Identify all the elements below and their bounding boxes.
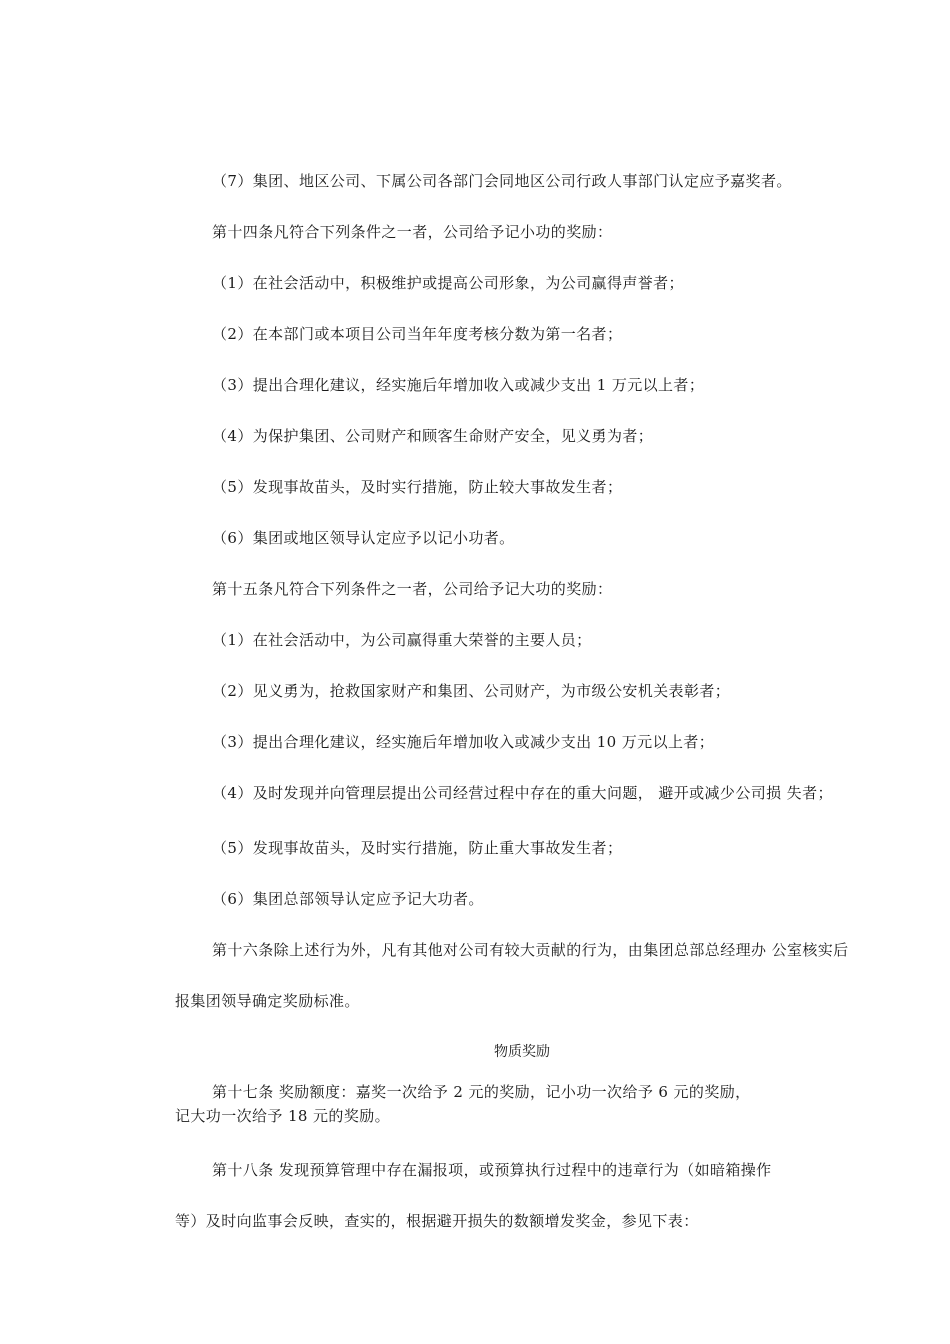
article-17-text-continued: 记大功一次给予 18 元的奖励。 (175, 1107, 391, 1125)
article-15-item-2: （2）见义勇为，抢救国家财产和集团、公司财产，为市级公安机关表彰者； (212, 682, 731, 700)
section-heading-material-rewards: 物质奖励 (494, 1044, 550, 1060)
paragraph-item-7-commendation: （7）集团、地区公司、下属公司各部门会同地区公司行政人事部门认定应予嘉奖者。 (212, 172, 792, 190)
article-14-heading: 第十四条凡符合下列条件之一者，公司给予记小功的奖励： (212, 223, 613, 241)
article-16-text-continued: 报集团领导确定奖励标准。 (175, 992, 360, 1010)
article-17-text: 第十七条 奖励额度：嘉奖一次给予 2 元的奖励，记小功一次给予 6 元的奖励， (212, 1083, 751, 1101)
article-14-item-1: （1）在社会活动中，积极维护或提高公司形象，为公司赢得声誉者； (212, 274, 684, 292)
article-15-heading: 第十五条凡符合下列条件之一者，公司给予记大功的奖励： (212, 580, 613, 598)
article-14-item-4: （4）为保护集团、公司财产和顾客生命财产安全，见义勇为者； (212, 427, 654, 445)
article-14-item-6: （6）集团或地区领导认定应予以记小功者。 (212, 529, 515, 547)
article-15-item-4: （4）及时发现并向管理层提出公司经营过程中存在的重大问题， 避开或减少公司损 失者； (212, 784, 833, 802)
article-18-text: 第十八条 发现预算管理中存在漏报项，或预算执行过程中的违章行为（如暗箱操作 (212, 1161, 772, 1179)
article-14-item-3: （3）提出合理化建议，经实施后年增加收入或减少支出 1 万元以上者； (212, 376, 705, 394)
article-15-item-6: （6）集团总部领导认定应予记大功者。 (212, 890, 484, 908)
article-15-item-1: （1）在社会活动中，为公司赢得重大荣誉的主要人员； (212, 631, 592, 649)
article-14-item-2: （2）在本部门或本项目公司当年年度考核分数为第一名者； (212, 325, 623, 343)
article-18-text-continued: 等）及时向监事会反映，查实的，根据避开损失的数额增发奖金，参见下表： (175, 1212, 699, 1230)
article-14-item-5: （5）发现事故苗头，及时实行措施，防止较大事故发生者； (212, 478, 623, 496)
article-15-item-5: （5）发现事故苗头，及时实行措施，防止重大事故发生者； (212, 839, 623, 857)
article-15-item-3: （3）提出合理化建议，经实施后年增加收入或减少支出 10 万元以上者； (212, 733, 715, 751)
article-16-text: 第十六条除上述行为外，凡有其他对公司有较大贡献的行为，由集团总部总经理办 公室核实后 (212, 941, 849, 959)
